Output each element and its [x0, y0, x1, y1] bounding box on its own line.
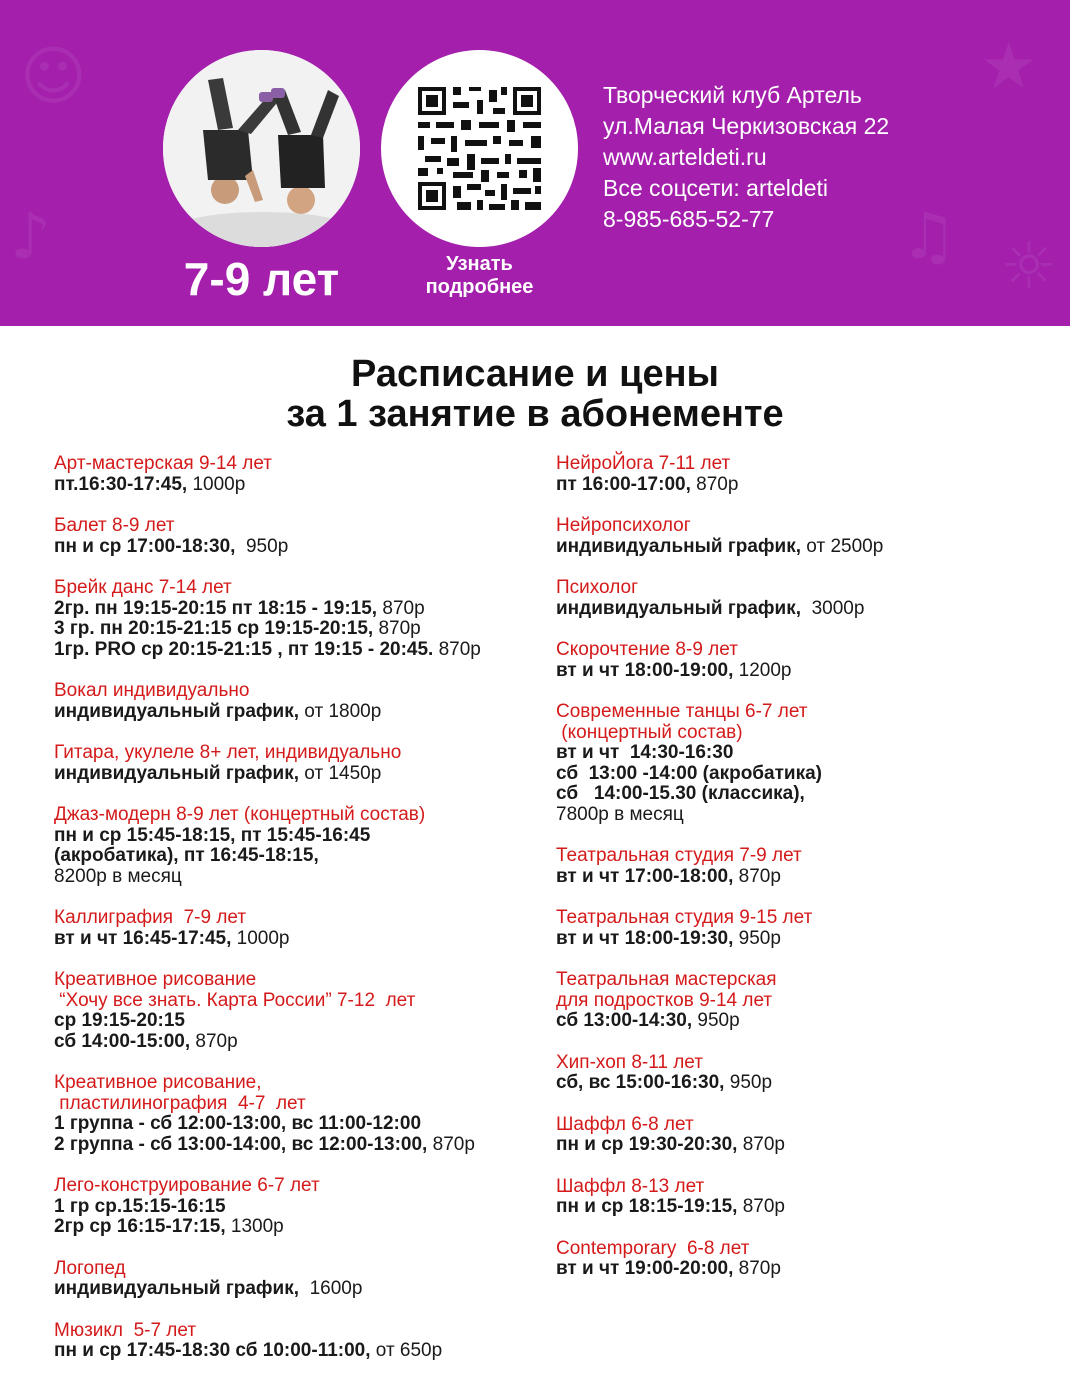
schedule-item [54, 970, 554, 1052]
schedule-time: 1гр. PRO ср 20:15-21:15 , пт 19:15 - 20:45. [54, 638, 434, 660]
class-name: Психолог [556, 577, 639, 598]
class-schedule-line [54, 1217, 554, 1238]
class-name: Contemporary 6-8 лет [556, 1237, 750, 1259]
class-schedule-line [54, 764, 554, 785]
schedule-price: 8200р в месяц [54, 865, 182, 887]
schedule-item [54, 454, 554, 495]
class-name: Театральная студия 9-15 лет [556, 907, 813, 928]
pattern-sun-icon: ☼ [1000, 230, 1058, 304]
class-schedule-line [556, 1197, 1056, 1218]
class-schedule-line [54, 846, 554, 867]
class-schedule-line [556, 929, 1056, 950]
schedule-time: пн и ср 15:45-18:15, пт 15:45-16:45 [54, 824, 371, 846]
class-name: Нейропсихолог [556, 515, 691, 536]
class-schedule-line [54, 640, 554, 661]
pattern-palette-icon: ☺ [20, 40, 87, 114]
schedule-time: индивидуальный график, [556, 535, 802, 557]
schedule-item [54, 578, 554, 660]
class-schedule-line [54, 1341, 554, 1362]
club-social: Все соцсети: arteldeti [603, 175, 829, 201]
class-name: Хип-хоп 8-11 лет [556, 1051, 703, 1073]
class-schedule-line [54, 1197, 554, 1218]
schedule-time: вт и чт 16:45-17:45, [54, 927, 232, 949]
title-line1: Расписание и цены [351, 353, 719, 395]
schedule-time: вт и чт 18:00-19:30, [556, 927, 734, 949]
schedule-price: 870р [190, 1030, 238, 1052]
schedule-price: 870р [737, 1196, 785, 1217]
schedule-time: пт 16:00-17:00, [556, 473, 691, 495]
class-schedule-line [556, 537, 1056, 558]
class-schedule-line [54, 702, 554, 723]
class-name: Лего-конструирование 6-7 лет [54, 1175, 320, 1196]
class-schedule-line [54, 537, 554, 558]
schedule-price: 870р [733, 865, 781, 887]
page-title [0, 354, 1070, 434]
schedule-price: 870р [433, 638, 481, 660]
schedule-time: 2гр ср 16:15-17:15, [54, 1216, 226, 1237]
schedule-price: от 650р [370, 1340, 443, 1361]
schedule-time: 1 группа - сб 12:00-13:00, вс 11:00-12:00 [54, 1113, 422, 1134]
schedule-time: (акробатика), пт 16:45-18:15, [54, 845, 319, 866]
class-schedule-line [556, 867, 1056, 888]
class-schedule-line [556, 1135, 1056, 1156]
class-schedule-line [556, 805, 1056, 826]
class-name: Скорочтение 8-9 лет [556, 639, 738, 660]
schedule-time: сб, вс 15:00-16:30, [556, 1072, 725, 1093]
class-name: “Хочу все знать. Карта России” 7-12 лет [54, 989, 416, 1011]
schedule-time: 2гр. пн 19:15-20:15 пт 18:15 - 19:15, [54, 597, 378, 619]
schedule-time: пн и ср 17:45-18:30 сб 10:00-11:00, [54, 1340, 371, 1361]
breakdancers-illustration [163, 50, 360, 247]
schedule-item [556, 1115, 1056, 1156]
schedule-price: 870р [373, 618, 421, 639]
schedule-time: индивидуальный график, [54, 700, 300, 722]
schedule-time: сб 14:00-15:00, [54, 1030, 191, 1052]
class-name: Гитара, укулеле 8+ лет, индивидуально [54, 742, 402, 763]
schedule-time: пн и ср 19:30-20:30, [556, 1134, 738, 1155]
schedule-time: сб 13:00 -14:00 (акробатика) [556, 762, 822, 784]
class-name: Логопед [54, 1257, 126, 1279]
class-name: Креативное рисование, [54, 1072, 262, 1093]
schedule-item [556, 970, 1056, 1032]
class-schedule-line [556, 599, 1056, 620]
class-name: Театральная студия 7-9 лет [556, 845, 802, 866]
class-schedule-line [54, 1114, 554, 1135]
club-address: ул.Малая Черкизовская 22 [603, 113, 890, 139]
schedule-price: 950р [692, 1010, 740, 1031]
schedule-item [54, 516, 554, 557]
schedule-price: от 2500р [801, 535, 884, 557]
class-name: Каллиграфия 7-9 лет [54, 907, 247, 928]
class-schedule-line [54, 867, 554, 888]
club-name: Творческий клуб Артель [603, 82, 862, 108]
schedule-item [54, 743, 554, 784]
pattern-note-icon: ♫ [900, 200, 958, 274]
schedule-item [556, 454, 1056, 495]
age-label: 7-9 лет [183, 253, 340, 305]
class-name: Креативное рисование [54, 969, 257, 990]
header-banner [0, 0, 1070, 326]
schedule-price: 950р [724, 1072, 773, 1093]
schedule-time: сб 13:00-14:30, [556, 1010, 693, 1031]
schedule-item [556, 1053, 1056, 1094]
schedule-time: вт и чт 14:30-16:30 [556, 742, 734, 763]
breakdance-photo [163, 50, 360, 247]
schedule-item [556, 1239, 1056, 1280]
class-schedule-line [54, 1011, 554, 1032]
class-name: НейроЙога 7-11 лет [556, 453, 731, 474]
schedule-item [54, 1259, 554, 1300]
class-name: Брейк данс 7-14 лет [54, 577, 232, 598]
schedule-time: ср 19:15-20:15 [54, 1010, 185, 1031]
schedule-time: 1 гр ср.15:15-16:15 [54, 1195, 226, 1217]
class-schedule-line [54, 475, 554, 496]
schedule-item [556, 578, 1056, 619]
schedule-time: индивидуальный график, [556, 597, 802, 619]
schedule-time: пн и ср 18:15-19:15, [556, 1196, 738, 1217]
class-schedule-line [556, 764, 1056, 785]
class-name: Балет 8-9 лет [54, 515, 175, 536]
schedule-item [54, 805, 554, 887]
class-name: Джаз-модерн 8-9 лет (концертный состав) [54, 804, 426, 825]
class-schedule-line [556, 1259, 1056, 1280]
schedule-price: 1300р [225, 1216, 284, 1237]
class-name: пластилинография 4-7 лет [54, 1092, 306, 1114]
class-schedule-line [54, 929, 554, 950]
class-name: Мюзикл 5-7 лет [54, 1319, 197, 1341]
class-name: Шаффл 8-13 лет [556, 1175, 705, 1197]
schedule-item [556, 846, 1056, 887]
schedule-time: сб 14:00-15.30 (классика), [556, 783, 805, 804]
class-name: Современные танцы 6-7 лет [556, 701, 808, 722]
schedule-item [54, 1321, 554, 1362]
learn-more-line2: подробнее [425, 276, 534, 298]
pattern-music-icon: ♪ [10, 200, 51, 274]
schedule-time: вт и чт 17:00-18:00, [556, 865, 734, 887]
schedule-time: индивидуальный график, [54, 762, 300, 784]
schedule-price: 870р [377, 597, 425, 619]
title-line2: за 1 занятие в абонементе [286, 393, 784, 435]
schedule-price: 1000р [231, 927, 290, 949]
class-schedule-line [556, 475, 1056, 496]
schedule-price: 1200р [733, 659, 792, 681]
schedule-item [556, 908, 1056, 949]
class-name: (концертный состав) [556, 721, 743, 743]
club-website-link[interactable]: www.arteldeti.ru [603, 144, 767, 170]
schedule-price: 950р [733, 927, 781, 949]
schedule-price: 870р [690, 473, 739, 495]
schedule-time: вт и чт 18:00-19:00, [556, 659, 734, 681]
schedule-time: вт и чт 19:00-20:00, [556, 1258, 734, 1279]
schedule-price: 3000р [801, 597, 865, 619]
schedule-price: 1000р [187, 473, 246, 495]
schedule-item [556, 640, 1056, 681]
class-schedule-line [54, 1135, 554, 1156]
schedule-price: от 1800р [299, 700, 382, 722]
club-phone[interactable]: 8-985-685-52-77 [603, 206, 775, 232]
schedule-price: 1600р [299, 1278, 363, 1299]
schedule-time: пн и ср 17:00-18:30, [54, 535, 236, 557]
class-schedule-line [54, 599, 554, 620]
schedule-item [54, 681, 554, 722]
schedule-price: 870р [733, 1258, 781, 1279]
qr-code-icon [381, 50, 578, 247]
class-schedule-line [556, 1011, 1056, 1032]
class-schedule-line [556, 661, 1056, 682]
schedule-price: 870р [737, 1134, 785, 1155]
class-schedule-line [54, 1032, 554, 1053]
schedule-price: 870р [427, 1133, 475, 1155]
class-schedule-line [556, 743, 1056, 764]
class-schedule-line [54, 1279, 554, 1300]
learn-more-line1: Узнать [446, 253, 513, 275]
schedule-item [54, 1176, 554, 1238]
contact-info [603, 80, 889, 235]
learn-more-label[interactable] [381, 253, 578, 299]
schedule-price: 950р [235, 535, 289, 557]
schedule-item [556, 516, 1056, 557]
schedule-time: индивидуальный график, [54, 1278, 300, 1299]
pattern-star-icon: ★ [980, 30, 1038, 104]
class-name: для подростков 9-14 лет [556, 989, 773, 1011]
class-schedule-line [54, 826, 554, 847]
class-name: Театральная мастерская [556, 969, 777, 990]
qr-code-circle[interactable] [381, 50, 578, 247]
schedule-item [54, 908, 554, 949]
schedule-price: от 1450р [299, 762, 382, 784]
schedule-right-column [556, 454, 1056, 1301]
schedule-item [54, 1073, 554, 1155]
schedule-time: 3 гр. пн 20:15-21:15 ср 19:15-20:15, [54, 618, 374, 639]
class-schedule-line [556, 1073, 1056, 1094]
class-name: Арт-мастерская 9-14 лет [54, 453, 272, 474]
class-name: Шаффл 6-8 лет [556, 1113, 694, 1135]
schedule-item [556, 702, 1056, 825]
class-schedule-line [54, 619, 554, 640]
schedule-left-column [54, 454, 554, 1383]
schedule-time: 2 группа - сб 13:00-14:00, вс 12:00-13:00, [54, 1133, 428, 1155]
class-schedule-line [556, 784, 1056, 805]
schedule-item [556, 1177, 1056, 1218]
schedule-price: 7800р в месяц [556, 803, 684, 825]
class-name: Вокал индивидуально [54, 680, 250, 701]
schedule-time: пт.16:30-17:45, [54, 473, 188, 495]
